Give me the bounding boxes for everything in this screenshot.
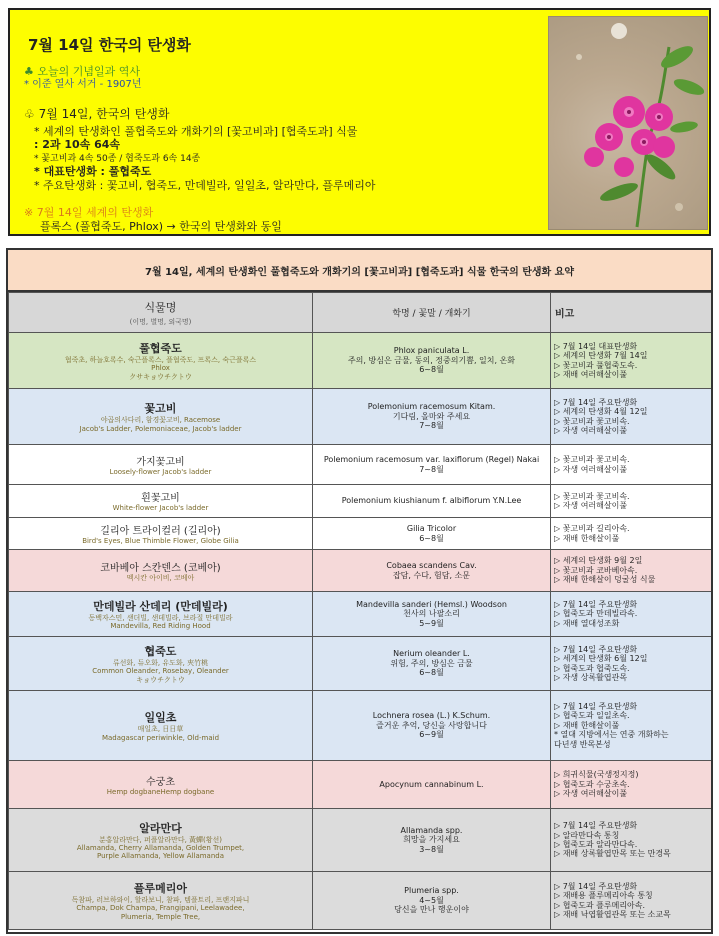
plant-note-line: ▷ 세계의 탄생화 7월 14일 <box>554 351 648 361</box>
plant-note-line: ▷ 협죽도과 알라만다속. <box>554 840 638 849</box>
plant-name-cell <box>9 333 313 389</box>
plant-note-line: ▷ 꽃고비과 코바베아속. <box>554 565 638 575</box>
table-body <box>9 333 712 930</box>
plant-sci-line: 6~8월 <box>419 533 444 543</box>
plant-note-line: ▷ 7월 14일 주요탄생화 <box>554 701 638 711</box>
plant-note-line: ▷ 세계의 탄생화 4월 12일 <box>554 407 648 417</box>
plant-sci-line: 잡담, 수다, 험담, 소문 <box>392 570 471 580</box>
plant-note-cell <box>551 518 712 550</box>
plant-sci-line: 희망을 가지세요 <box>403 835 460 845</box>
table-row <box>9 761 712 809</box>
plant-note-cell <box>551 445 712 485</box>
plant-scientific-cell <box>313 761 551 809</box>
header-line: ♧ 7월 14일, 한국의 탄생화 <box>24 107 170 121</box>
plant-alt-name: 협죽초, 하늘호록수, 숙근플록스, 플협죽도, 프록스, 숙근플록스 <box>64 356 257 365</box>
table-row <box>9 518 712 550</box>
plant-scientific-cell <box>313 872 551 930</box>
plant-sci-line: 위험, 주의, 방심은 금물 <box>390 658 473 668</box>
plant-alt-name: Purple Allamanda, Yellow Allamanda <box>96 852 225 861</box>
plant-scientific-cell <box>313 550 551 592</box>
summary-table <box>6 248 713 934</box>
plant-sci-line: Apocynum cannabinum L. <box>379 779 484 789</box>
plant-note-line: ▷ 재배 낙엽활엽관목 또는 소교목 <box>554 909 671 919</box>
plant-note-line: ▷ 협죽도과 협죽도속. <box>554 663 630 673</box>
header-banner <box>8 8 711 236</box>
plant-korean-name: 알라만다 <box>139 821 182 835</box>
plant-note-line: ▷ 꽃고비과 길리아속. <box>554 524 630 534</box>
plant-name-cell <box>9 550 313 592</box>
plant-alt-name: 독참파, 러브하와이, 할라보니, 참파, 템플트리, 프랜지파니 <box>71 896 250 905</box>
plant-note-line: ▷ 재배 열대성조화 <box>554 618 620 628</box>
plant-note-line: ▷ 7월 14일 대표탄생화 <box>554 341 638 351</box>
plant-alt-name: 멕시칸 아이비, 코베아 <box>126 573 195 582</box>
plant-sci-line: 주의, 방심은 금물, 동의, 정중의기쁨, 일치, 온화 <box>347 355 516 365</box>
plant-sci-line: 기다림, 올마와 주세요 <box>392 411 471 421</box>
plant-scientific-cell <box>313 691 551 761</box>
plant-alt-name: White-flower Jacob's ladder <box>112 504 209 513</box>
plant-note-line: ▷ 꽃고비과 풀협죽도속. <box>554 360 638 370</box>
plant-name-cell <box>9 872 313 930</box>
plant-note-line: ▷ 자생 상록활엽관목 <box>554 672 628 682</box>
plant-note-line: ▷ 재배 여러해살이풀 <box>554 369 628 379</box>
plant-scientific-cell <box>313 389 551 445</box>
header-line: * 주요탄생화 : 꽃고비, 협죽도, 만데빌라, 일일초, 알라만다, 플루메리아 <box>34 179 376 192</box>
plant-korean-name: 풀협죽도 <box>139 342 182 356</box>
header-line: : 2과 10속 64속 <box>34 138 121 151</box>
table-title: 7월 14일, 세계의 탄생화인 풀협죽도와 개화기의 [꽃고비과] [협죽도과] 식물 한국의 탄생화 요약 <box>8 250 711 292</box>
plant-note-cell <box>551 761 712 809</box>
table-row <box>9 592 712 637</box>
header-scientific: 학명 / 꽃말 / 개화기 <box>313 293 551 333</box>
plant-sci-line: 6~8월 <box>419 668 444 678</box>
plant-scientific-cell <box>313 637 551 691</box>
plant-alt-name: Champa, Dok Champa, Frangipani, Leelawadee, <box>76 904 245 913</box>
plant-note-line: ▷ 꽃고비과 꽃고비속. <box>554 416 630 426</box>
plant-note-line: ▷ 재배용 플루메리아속 통칭 <box>554 891 653 901</box>
plant-alt-name: Bird's Eyes, Blue Thimble Flower, Globe Gilia <box>82 536 239 545</box>
plant-note-line: ▷ 재배 상록활엽만목 또는 만경목 <box>554 849 671 859</box>
plant-alt-name: 동백자스민, 샌더빌, 샌데빌라, 브라질 만데빌라 <box>88 613 233 622</box>
plant-sci-line: 5~9월 <box>419 618 444 628</box>
plant-alt-name: キョウチクトウ <box>136 675 185 684</box>
plant-alt-name: Allamanda, Cherry Allamanda, Golden Trumpet, <box>76 843 245 852</box>
plant-sci-line: 즐거운 추억, 당신을 사랑합니다 <box>376 720 487 730</box>
plant-alt-name: Mandevilla, Red Riding Hood <box>110 622 211 630</box>
header-line: * 이준 열사 서거 - 1907년 <box>24 79 142 90</box>
plant-note-line: ▷ 협죽도과 수궁초속. <box>554 779 630 789</box>
plant-sci-line: Cobaea scandens Cav. <box>386 560 477 570</box>
plant-name-cell <box>9 637 313 691</box>
plant-korean-name: 플루메리아 <box>133 882 188 896</box>
plant-sci-line: 7~8월 <box>419 421 444 431</box>
plant-sci-line: 7~8월 <box>419 464 444 474</box>
plant-korean-name: 일일초 <box>144 711 177 725</box>
plant-note-line: ▷ 자생 여러해살이풀 <box>554 464 628 474</box>
plant-note-line: 다년생 반목본성 <box>554 739 611 749</box>
plant-note-cell <box>551 872 712 930</box>
plant-table <box>8 292 712 930</box>
plant-note-line: ▷ 자생 여러해살이풀 <box>554 425 628 435</box>
header-line: * 세계의 탄생화인 풀협죽도와 개화기의 [꽃고비과] [협죽도과] 식물 <box>34 125 358 138</box>
plant-name-cell <box>9 809 313 872</box>
plant-sci-line: 당신을 만나 행운이야 <box>394 905 469 915</box>
header-line: * 꽃고비과 4속 50종 / 협죽도과 6속 14종 <box>34 154 201 164</box>
plant-sci-line: Plumeria spp. <box>404 886 459 896</box>
plant-scientific-cell <box>313 518 551 550</box>
plant-note-line: ▷ 7월 14일 주요탄생화 <box>554 599 638 609</box>
plant-alt-name: クサキョウチクトウ <box>129 372 192 381</box>
plant-note-line: ▷ 알라만다속 통칭 <box>554 830 620 840</box>
header-name-sub: (이명, 별명, 외국명) <box>129 317 192 326</box>
plant-alt-name: Hemp dogbaneHemp dogbane <box>106 787 215 796</box>
plant-name-cell <box>9 518 313 550</box>
plant-note-line: ▷ 희귀식물(국생정지정) <box>554 770 639 780</box>
plant-note-line: ▷ 꽃고비과 꽃고비속. <box>554 455 630 465</box>
table-row <box>9 872 712 930</box>
plant-note-line: * 열대 지방에서는 연중 개화하는 <box>554 730 669 740</box>
plant-sci-line: Mandevilla sanderi (Hemsl.) Woodson <box>356 599 507 609</box>
phlox-flower-photo <box>548 16 708 230</box>
table-row <box>9 809 712 872</box>
plant-alt-name: Jacob's Ladder, Polemoniaceae, Jacob's ladder <box>79 424 242 433</box>
plant-sci-line: Gilia Tricolor <box>406 523 457 533</box>
table-row <box>9 445 712 485</box>
plant-sci-line: Polemonium racemosum var. laxiflorum (Regel) Nakai <box>323 454 540 464</box>
table-row <box>9 485 712 518</box>
plant-korean-name: 꽃고비 <box>144 402 177 416</box>
plant-alt-name: Common Oleander, Rosebay, Oleander <box>92 667 229 676</box>
plant-alt-name: Loosely-flower Jacob's ladder <box>109 467 212 476</box>
plant-name-cell <box>9 592 313 637</box>
plant-note-cell <box>551 691 712 761</box>
plant-alt-name: Phlox <box>151 364 170 373</box>
plant-note-line: ▷ 꽃고비과 꽃고비속. <box>554 491 630 501</box>
header-name-main: 식물명 <box>144 300 177 314</box>
plant-sci-line: Allamanda spp. <box>400 825 463 835</box>
table-row <box>9 333 712 389</box>
plant-korean-name: 수궁초 <box>146 776 175 788</box>
plant-scientific-cell <box>313 809 551 872</box>
header-line: ※ 7월 14일 세계의 탄생화 <box>24 206 154 219</box>
plant-note-line: ▷ 세계의 탄생화 9월 2일 <box>554 556 643 566</box>
header-line: * 대표탄생화 : 풀협죽도 <box>34 165 152 178</box>
plant-note-line: ▷ 재배 한해살이풀 <box>554 720 620 730</box>
plant-korean-name: 코바베아 스칸덴스 (코베아) <box>100 562 221 574</box>
plant-name-cell <box>9 761 313 809</box>
table-row <box>9 637 712 691</box>
plant-sci-line: Polemonium racemosum Kitam. <box>367 402 496 412</box>
header-note: 비고 <box>551 293 712 333</box>
plant-alt-name: Madagascar periwinkle, Old-maid <box>101 733 220 742</box>
plant-scientific-cell <box>313 592 551 637</box>
plant-note-cell <box>551 333 712 389</box>
plant-korean-name: 협죽도 <box>144 645 177 659</box>
plant-sci-line: Nerium oleander L. <box>393 649 470 659</box>
plant-alt-name: 분홍알라만다, 퍼플알라만다, 黃蟬(황선) <box>98 835 223 844</box>
plant-note-cell <box>551 809 712 872</box>
plant-scientific-cell <box>313 445 551 485</box>
plant-sci-line: 천사의 나팔소리 <box>403 609 460 619</box>
plant-alt-name: 야곱의사다리, 함경꽃고비, Racemose <box>100 416 221 425</box>
plant-scientific-cell <box>313 485 551 518</box>
table-row <box>9 389 712 445</box>
plant-scientific-cell <box>313 333 551 389</box>
plant-note-cell <box>551 550 712 592</box>
plant-note-line: ▷ 세계의 탄생화 6월 12일 <box>554 654 648 664</box>
plant-note-line: ▷ 7월 14일 주요탄생화 <box>554 644 638 654</box>
plant-alt-name: Plumeria, Temple Tree, <box>120 912 201 921</box>
table-row <box>9 691 712 761</box>
plant-alt-name: 류선화, 듀오화, 유도화, 夾竹桃 <box>112 659 209 668</box>
plant-korean-name: 길리아 트라이컬러 (길리아) <box>100 525 221 537</box>
plant-name-cell <box>9 691 313 761</box>
plant-alt-name: 매일초, 日日草 <box>137 725 184 734</box>
header-line: ♣ 오늘의 기념일과 역사 <box>24 65 140 78</box>
plant-korean-name: 만데빌라 산데리 (만데빌라) <box>93 599 228 613</box>
plant-sci-line: 4~5월 <box>419 895 444 905</box>
plant-name-cell <box>9 445 313 485</box>
plant-sci-line: Phlox paniculata L. <box>393 346 470 356</box>
plant-note-cell <box>551 485 712 518</box>
plant-note-cell <box>551 592 712 637</box>
plant-note-line: ▷ 협죽도과 만데빌라속. <box>554 609 638 619</box>
plant-note-cell <box>551 389 712 445</box>
plant-note-line: ▷ 재배 한해살이 덩굴성 식물 <box>554 575 656 585</box>
plant-note-line: ▷ 재배 한해살이풀 <box>554 533 620 543</box>
page-title: 7월 14일 한국의 탄생화 <box>28 36 191 54</box>
plant-note-line: ▷ 7월 14일 주요탄생화 <box>554 881 638 891</box>
plant-sci-line: Polemonium kiushianum f. albiflorum Y.N.Lee <box>341 496 522 506</box>
plant-note-line: ▷ 협죽도과 플루메리아속. <box>554 900 646 910</box>
plant-note-line: ▷ 자생 여러해살이풀 <box>554 789 628 799</box>
plant-name-cell <box>9 485 313 518</box>
plant-note-line: ▷ 7월 14일 주요탄생화 <box>554 397 638 407</box>
plant-korean-name: 흰꽃고비 <box>141 493 180 505</box>
plant-sci-line: 3~8월 <box>419 844 444 854</box>
plant-note-cell <box>551 637 712 691</box>
plant-note-line: ▷ 자생 여러해살이풀 <box>554 501 628 510</box>
header-plant-name <box>9 293 313 333</box>
table-row <box>9 550 712 592</box>
plant-note-line: ▷ 협죽도과 일일초속. <box>554 711 630 721</box>
plant-name-cell <box>9 389 313 445</box>
plant-note-line: ▷ 7월 14일 주요탄생화 <box>554 821 638 831</box>
plant-sci-line: 6~8월 <box>419 365 444 375</box>
plant-korean-name: 가지꽃고비 <box>136 456 185 468</box>
plant-sci-line: 6~9월 <box>419 730 444 740</box>
plant-sci-line: Lochnera rosea (L.) K.Schum. <box>372 711 491 721</box>
header-line: 플록스 (풀협죽도, Phlox) → 한국의 탄생화와 동일 <box>40 220 282 233</box>
phlox-flower-icon <box>549 17 708 230</box>
